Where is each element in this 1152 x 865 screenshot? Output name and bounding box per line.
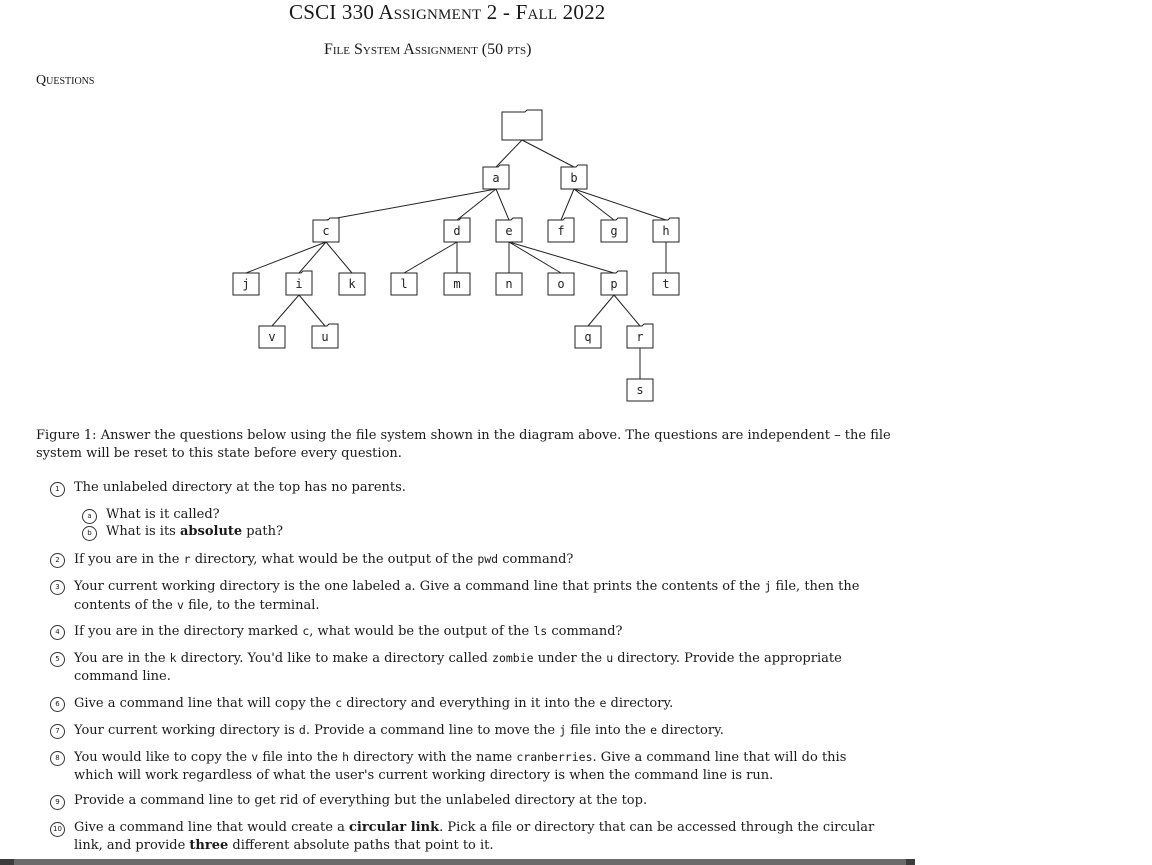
question-text: directory. Provide the appropriate command line. [74,651,842,684]
section-heading: Questions [36,73,95,88]
tree-edge-c-i [299,242,326,273]
tree-edge-a-d [457,189,496,220]
node-label: p [610,277,618,291]
file-node-o [548,273,574,295]
question-text: You would like to copy the [74,750,252,765]
node-label: e [505,224,513,238]
code-term: v [177,598,184,612]
node-label: m [453,277,461,291]
question-number-badge: 1 [50,482,65,497]
scrollbar-right-cap [906,859,915,865]
node-label: g [610,224,618,238]
tree-edge-b-g [574,189,614,220]
question-text: file, then the contents of the [74,579,860,613]
file-node-k [339,273,365,295]
node-label: v [268,330,276,344]
question-text: If you are in the [74,552,184,567]
file-node-m [444,273,470,295]
code-term: c [335,696,343,710]
directory-node-root [502,110,542,140]
node-label: d [453,224,461,238]
directory-node-u [312,324,338,348]
question-number-badge: 5 [50,652,65,667]
question-number-badge: 10 [50,822,65,837]
figure-caption [36,427,896,463]
node-label: h [662,224,670,238]
node-label: k [348,277,356,291]
question-text: . Provide a command line to move the [305,723,560,738]
question-text: directory, what would be the output of the [190,552,478,567]
question-text: directory with the name [349,750,517,765]
tree-edge-d-l [404,242,457,273]
node-label: l [400,277,408,291]
assignment-subtitle: File System Assignment (50 pts) [324,41,532,58]
question-text: What is it called? [106,507,220,522]
tree-edge-e-o [509,242,561,273]
directory-node-a [483,165,509,189]
directory-node-e [496,218,522,242]
code-term: c [302,624,310,638]
question-text: , what would be the output of the [309,624,534,639]
directory-node-p [601,271,627,295]
directory-node-f [548,218,574,242]
code-term: a [404,579,412,593]
node-label: b [570,171,578,185]
node-label: o [557,277,565,291]
tree-edge-root-a [496,140,522,167]
question-text: file into the [258,750,343,765]
file-node-q [575,326,601,348]
directory-node-r [627,324,653,348]
node-label: u [321,330,329,344]
question-text: . Pick a file or directory that can be accessed through the circular link, and provide [74,820,875,853]
question-text: Give a command line that would create a [74,820,349,835]
code-term: h [342,750,350,764]
figure-label: Figure 1: [36,428,101,443]
question-text: directory. You'd like to make a directory called [176,651,493,666]
question-text: You are in the [74,651,170,666]
question-5 [74,649,884,686]
question-text: . Give a command line that prints the contents of the [411,579,765,594]
question-text: under the [533,651,607,666]
question-10 [74,819,884,855]
question-number-badge: a [82,509,97,524]
question-text: What is its [106,524,180,539]
file-node-v [259,326,285,348]
scrollbar-left-cap [0,859,14,865]
tree-edge-c-j [246,242,326,273]
file-node-s [627,379,653,401]
node-label: r [636,330,644,344]
bold-term: three [189,838,229,853]
tree-edge-root-b [522,140,574,167]
tree-edge-b-h [574,189,666,220]
tree-edge-a-e [496,189,509,220]
directory-node-i [286,271,312,295]
question-6 [74,694,884,713]
code-term: k [169,651,177,665]
tree-edge-i-u [299,295,325,326]
code-term: e [650,723,658,737]
tree-edge-b-f [561,189,574,220]
question-9 [74,792,884,810]
question-number-badge: 9 [50,795,65,810]
node-label: q [584,330,592,344]
figure-caption-text: Answer the questions below using the file system shown in the diagram above. The questions are independent – the file system will be reset to this state before every question. [36,428,891,461]
code-term: u [606,651,614,665]
question-text: Your current working directory is [74,723,299,738]
question-number-badge: 3 [50,580,65,595]
code-term: pwd [477,552,499,566]
page-scrollbar[interactable] [0,859,915,865]
code-term: j [764,579,772,593]
file-node-j [233,273,259,295]
file-node-t [653,273,679,295]
question-text: Give a command line that will copy the [74,696,336,711]
bold-term: absolute [180,524,243,539]
node-label: n [505,277,513,291]
tree-edge-a-c [326,189,496,220]
tree-edge-p-q [588,295,614,326]
sub-question-a [106,506,916,524]
file-node-l [391,273,417,295]
question-text: directory. [657,723,724,738]
node-label: a [492,171,500,185]
question-text: If you are in the directory marked [74,624,303,639]
tree-edge-p-r [614,295,640,326]
page-title: CSCI 330 Assignment 2 - Fall 2022 [289,0,606,24]
question-number-badge: 4 [50,625,65,640]
question-number-badge: 2 [50,553,65,568]
question-3 [74,577,884,615]
question-text: path? [242,524,283,539]
question-text: directory. [606,696,674,711]
question-text: The unlabeled directory at the top has no parents. [74,480,406,495]
question-7 [74,721,884,740]
question-text: directory and everything in it into the [342,696,600,711]
node-label: i [295,277,303,291]
file-system-diagram [0,0,1152,420]
question-text: command? [547,624,623,639]
directory-node-c [313,218,339,242]
question-text: Your current working directory is the one labeled [74,579,405,594]
node-label: t [662,277,670,291]
sub-question-b [106,523,916,541]
tree-edge-i-v [272,295,299,326]
bold-term: circular link [348,820,440,835]
node-label: f [557,224,565,238]
tree-edge-c-k [326,242,352,273]
code-term: d [298,723,306,737]
code-term: zombie [492,651,534,665]
directory-node-b [561,165,587,189]
question-number-badge: 6 [50,697,65,712]
question-text: different absolute paths that point to it. [228,838,494,853]
question-text: command? [498,552,574,567]
code-term: j [559,723,567,737]
question-4 [74,622,884,641]
tree-edge-e-p [509,242,614,273]
question-number-badge: 7 [50,724,65,739]
directory-node-h [653,218,679,242]
code-term: v [251,750,259,764]
code-term: cranberries [516,750,593,764]
code-term: ls [533,624,548,638]
question-number-badge: 8 [50,751,65,766]
directory-node-g [601,218,627,242]
node-label: s [636,383,644,397]
question-2 [74,550,884,569]
question-text: . Give a command line that will do this which will work regardless of what the user's current working directory is when the command line is run. [74,750,847,783]
file-node-n [496,273,522,295]
node-label: j [242,277,250,291]
code-term: e [599,696,607,710]
question-text: file into the [566,723,651,738]
node-label: c [322,224,330,238]
question-text: Provide a command line to get rid of everything but the unlabeled directory at the top. [74,793,648,808]
question-text: file, to the terminal. [183,598,320,613]
question-number-badge: b [82,526,97,541]
question-8 [74,748,884,785]
folder-icon [502,110,542,140]
question-1 [74,479,884,497]
code-term: r [183,552,191,566]
directory-node-d [444,218,470,242]
